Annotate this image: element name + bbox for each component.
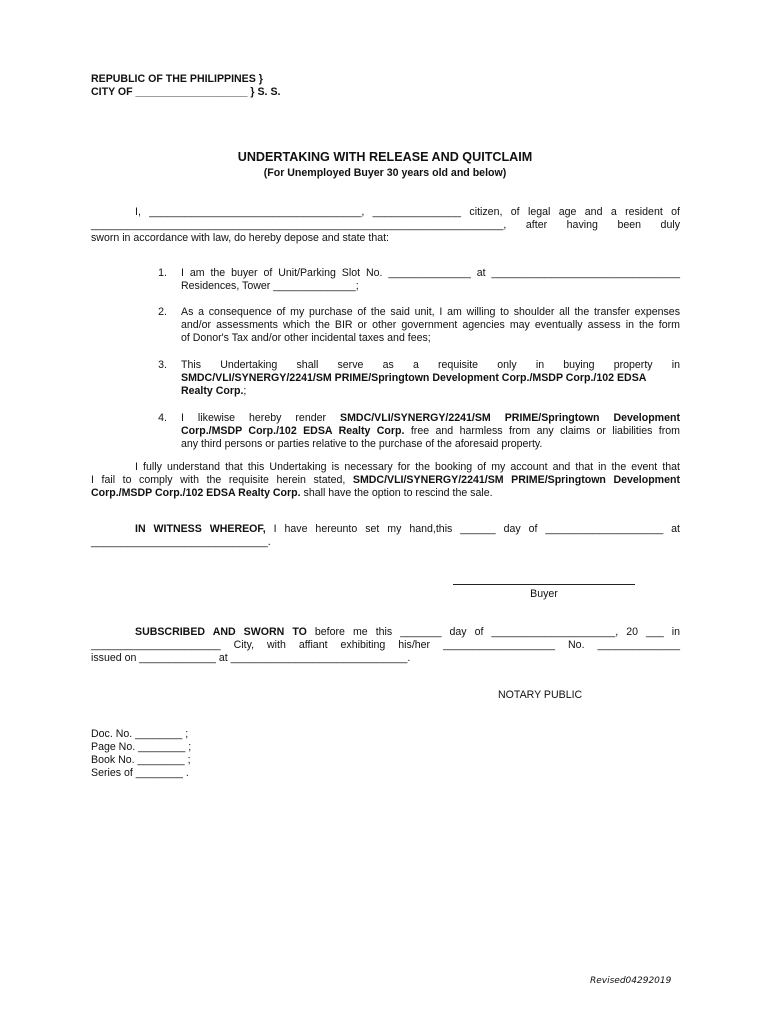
book-number: Book No. ________ ; xyxy=(91,754,191,766)
item-4-line-3: any third persons or parties relative to the purchase of the aforesaid property. xyxy=(181,438,543,450)
item-1-line-2: Residences, Tower ______________; xyxy=(181,280,359,292)
page-number: Page No. ________ ; xyxy=(91,741,192,753)
item-4-line-1-pre: I likewise hereby render xyxy=(181,412,327,424)
item-3-number: 3. xyxy=(158,359,167,371)
subscribed-line-3: issued on _____________ at ______________________________. xyxy=(91,652,411,664)
item-2-line-3: of Donor's Tax and/or other incidental taxes and fees; xyxy=(181,332,431,344)
item-2-number: 2. xyxy=(158,306,167,318)
document-title: UNDERTAKING WITH RELEASE AND QUITCLAIM xyxy=(237,150,533,164)
item-4-line-1 xyxy=(181,412,680,425)
intro-line-3: sworn in accordance with law, do hereby depose and state that: xyxy=(91,232,389,244)
understand-line-2-pre: I fail to comply with the requisite herein stated, xyxy=(91,474,346,486)
understand-line-2 xyxy=(91,474,680,487)
subscribed-heading: SUBSCRIBED AND SWORN TO xyxy=(135,626,307,638)
intro-line-2: ______________________________________________________________________, after having been duly xyxy=(91,219,680,231)
understand-line-3 xyxy=(91,487,680,500)
buyer-label: Buyer xyxy=(530,588,558,600)
item-3-line-2: SMDC/VLI/SYNERGY/2241/SM PRIME/Springtown Development Corp./MSDP Corp./102 EDSA xyxy=(181,372,647,384)
subscribed-line-1 xyxy=(135,626,680,639)
item-3-line-3 xyxy=(181,385,680,398)
understand-line-1: I fully understand that this Undertaking is necessary for the booking of my account and that in the event that xyxy=(135,461,680,473)
understand-company-end: Corp./MSDP Corp./102 EDSA Realty Corp. xyxy=(91,487,301,499)
item-4-company-end: Corp./MSDP Corp./102 EDSA Realty Corp. xyxy=(181,425,405,437)
item-3-line-3-rest: ; xyxy=(243,385,247,397)
item-4-company: SMDC/VLI/SYNERGY/2241/SM PRIME/Springtown Development xyxy=(340,412,680,424)
subscribed-line-2: ______________________ City, with affiant exhibiting his/her ___________________ No. ______________ xyxy=(91,639,680,651)
intro-line-1: I, ____________________________________, _______________ citizen, of legal age and a resident of xyxy=(135,206,680,218)
notary-public-label: NOTARY PUBLIC xyxy=(498,689,583,701)
series-of: Series of ________ . xyxy=(91,767,189,779)
item-3-line-1: This Undertaking shall serve as a requisite only in buying property in xyxy=(181,359,680,371)
item-4-line-2-rest: free and harmless from any claims or liabilities from xyxy=(410,425,680,437)
witness-heading: IN WITNESS WHEREOF, xyxy=(135,523,266,535)
doc-number: Doc. No. ________ ; xyxy=(91,728,189,740)
item-4-number: 4. xyxy=(158,412,167,424)
item-1-number: 1. xyxy=(158,267,167,279)
understand-company: SMDC/VLI/SYNERGY/2241/SM PRIME/Springtown Development xyxy=(352,474,680,486)
witness-line-1-rest: I have hereunto set my hand,this ______ day of ____________________ at xyxy=(273,523,681,535)
understand-line-3-rest: shall have the option to rescind the sale. xyxy=(303,487,493,499)
item-2-line-2: and/or assessments which the BIR or other government agencies may eventually assess in the form xyxy=(181,319,680,331)
item-3-company-end: Realty Corp. xyxy=(181,385,244,397)
item-1-line-1: I am the buyer of Unit/Parking Slot No. ______________ at ________________________________ xyxy=(181,267,680,279)
document-subtitle: (For Unemployed Buyer 30 years old and below) xyxy=(263,167,507,179)
subscribed-line-1-rest: before me this _______ day of _____________________, 20 ___ in xyxy=(314,626,680,638)
item-4-line-2 xyxy=(181,425,680,438)
buyer-signature-line xyxy=(453,584,635,585)
header-republic: REPUBLIC OF THE PHILIPPINES } xyxy=(91,73,263,85)
header-city: CITY OF ___________________ } S. S. xyxy=(91,86,281,98)
revision-footer: Revised04292019 xyxy=(590,976,672,986)
witness-line-2: ______________________________. xyxy=(91,536,271,548)
item-2-line-1: As a consequence of my purchase of the said unit, I am willing to shoulder all the transfer expenses xyxy=(181,306,680,318)
witness-line-1 xyxy=(135,523,680,536)
